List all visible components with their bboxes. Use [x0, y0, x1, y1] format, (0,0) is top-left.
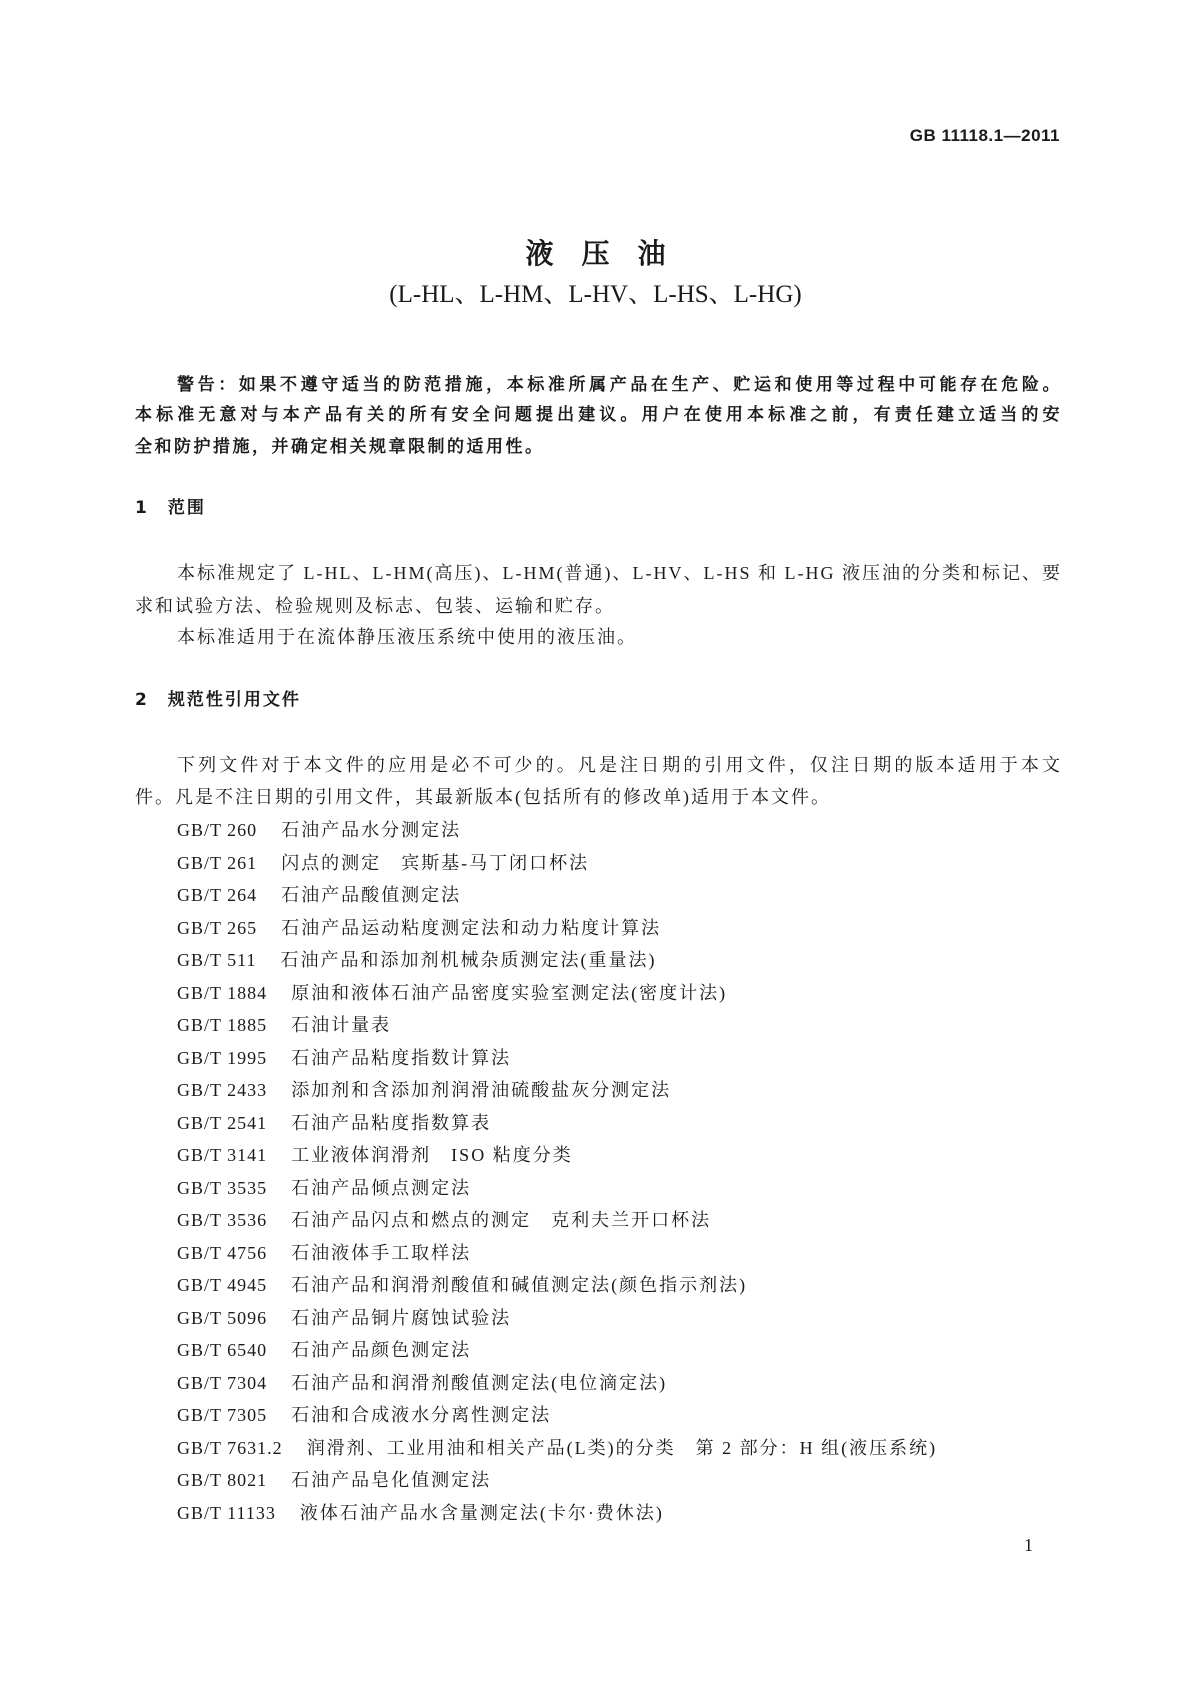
reference-item [177, 850, 589, 876]
reference-title: 添加剂和含添加剂润滑油硫酸盐灰分测定法 [291, 1080, 672, 1100]
reference-code: GB/T 2433 [177, 1080, 268, 1100]
reference-code: GB/T 511 [177, 950, 257, 970]
reference-item [177, 1370, 667, 1396]
reference-title: 工业液体润滑剂 ISO 粘度分类 [291, 1145, 573, 1165]
paragraph-line: 下列文件对于本文件的应用是必不可少的。凡是注日期的引用文件，仅注日期的版本适用于本文 [177, 755, 1062, 775]
reference-code: GB/T 265 [177, 917, 258, 938]
reference-item [177, 1110, 491, 1136]
reference-title: 石油产品倾点测定法 [291, 1177, 472, 1198]
warning-line: 全和防护措施，并确定相关规章限制的适用性。 [135, 437, 545, 457]
reference-item [177, 915, 661, 941]
reference-title: 石油产品和添加剂机械杂质测定法(重量法) [280, 950, 657, 970]
reference-code: GB/T 7631.2 [177, 1437, 283, 1458]
reference-title: 石油液体手工取样法 [291, 1242, 472, 1263]
reference-title: 石油产品运动粘度测定法和动力粘度计算法 [281, 917, 662, 938]
paragraph-line: 求和试验方法、检验规则及标志、包装、运输和贮存。 [135, 596, 615, 616]
page-title: 液 压 油 [525, 237, 666, 270]
reference-title: 石油产品和润滑剂酸值测定法(电位滴定法) [291, 1372, 668, 1393]
reference-item [177, 1272, 747, 1298]
reference-code: GB/T 11133 [177, 1502, 276, 1523]
reference-title: 液体石油产品水含量测定法(卡尔·费休法) [299, 1502, 664, 1523]
paragraph-line: 本标准规定了 L-HL、L-HM(高压)、L-HM(普通)、L-HV、L-HS 和 L-HG 液压油的分类和标记、要 [177, 563, 1062, 583]
reference-title: 闪点的测定 宾斯基-马丁闭口杯法 [281, 852, 590, 873]
reference-title: 石油产品和润滑剂酸值和碱值测定法(颜色指示剂法) [291, 1275, 748, 1295]
reference-title: 石油产品铜片腐蚀试验法 [291, 1307, 512, 1328]
reference-code: GB/T 1884 [177, 982, 268, 1003]
paragraph-line: 本标准适用于在流体静压液压系统中使用的液压油。 [177, 627, 637, 647]
reference-code: GB/T 3535 [177, 1177, 268, 1198]
reference-item [177, 1012, 391, 1038]
reference-item [177, 1240, 471, 1266]
reference-title: 原油和液体石油产品密度实验室测定法(密度计法) [291, 982, 728, 1003]
reference-code: GB/T 1995 [177, 1047, 268, 1068]
reference-title: 石油计量表 [291, 1015, 392, 1035]
reference-item [177, 1175, 471, 1201]
reference-title: 石油产品粘度指数算表 [291, 1112, 492, 1133]
reference-item [177, 1500, 664, 1526]
reference-title: 石油产品颜色测定法 [291, 1340, 472, 1360]
paragraph-line: 件。凡是不注日期的引用文件，其最新版本(包括所有的修改单)适用于本文件。 [135, 787, 831, 807]
reference-code: GB/T 3536 [177, 1210, 268, 1230]
reference-title: 石油和合成液水分离性测定法 [291, 1405, 552, 1425]
section-heading-scope: 1 范围 [135, 498, 206, 518]
reference-title: 石油产品水分测定法 [281, 820, 462, 840]
reference-item [177, 1467, 491, 1493]
reference-item [177, 980, 727, 1006]
reference-code: GB/T 4945 [177, 1275, 268, 1295]
reference-code: GB/T 8021 [177, 1470, 268, 1490]
page-number: 1 [1024, 1535, 1033, 1555]
reference-item [177, 1435, 937, 1461]
reference-title: 石油产品粘度指数计算法 [291, 1047, 512, 1068]
reference-title: 石油产品皂化值测定法 [291, 1470, 492, 1490]
section-heading-normative-references: 2 规范性引用文件 [135, 690, 301, 710]
reference-code: GB/T 2541 [177, 1112, 268, 1133]
reference-code: GB/T 3141 [177, 1145, 268, 1165]
reference-code: GB/T 5096 [177, 1307, 268, 1328]
reference-code: GB/T 4756 [177, 1242, 268, 1263]
page-subtitle: (L-HL、L-HM、L-HV、L-HS、L-HG) [389, 281, 802, 308]
reference-title: 石油产品闪点和燃点的测定 克利夫兰开口杯法 [291, 1210, 712, 1230]
reference-code: GB/T 1885 [177, 1015, 268, 1035]
reference-code: GB/T 260 [177, 820, 258, 840]
warning-line: 警告：如果不遵守适当的防范措施，本标准所属产品在生产、贮运和使用等过程中可能存在危险。 [177, 375, 1062, 395]
document-number: GB 11118.1—2011 [909, 126, 1060, 145]
reference-item [177, 882, 461, 908]
reference-code: GB/T 7305 [177, 1405, 268, 1425]
reference-item [177, 817, 461, 843]
reference-code: GB/T 6540 [177, 1340, 268, 1360]
reference-item [177, 1207, 711, 1233]
warning-line: 本标准无意对与本产品有关的所有安全问题提出建议。用户在使用本标准之前，有责任建立适当的安 [135, 405, 1062, 425]
reference-item [177, 1337, 471, 1363]
reference-code: GB/T 261 [177, 852, 258, 873]
reference-title: 石油产品酸值测定法 [281, 885, 462, 905]
reference-code: GB/T 264 [177, 885, 258, 905]
reference-item [177, 1045, 511, 1071]
reference-item [177, 1077, 671, 1103]
reference-item [177, 1142, 573, 1168]
reference-item [177, 1305, 511, 1331]
reference-item [177, 947, 657, 973]
reference-title: 润滑剂、工业用油和相关产品(L类)的分类 第 2 部分：H 组(液压系统) [306, 1437, 938, 1458]
reference-code: GB/T 7304 [177, 1372, 268, 1393]
reference-item [177, 1402, 551, 1428]
